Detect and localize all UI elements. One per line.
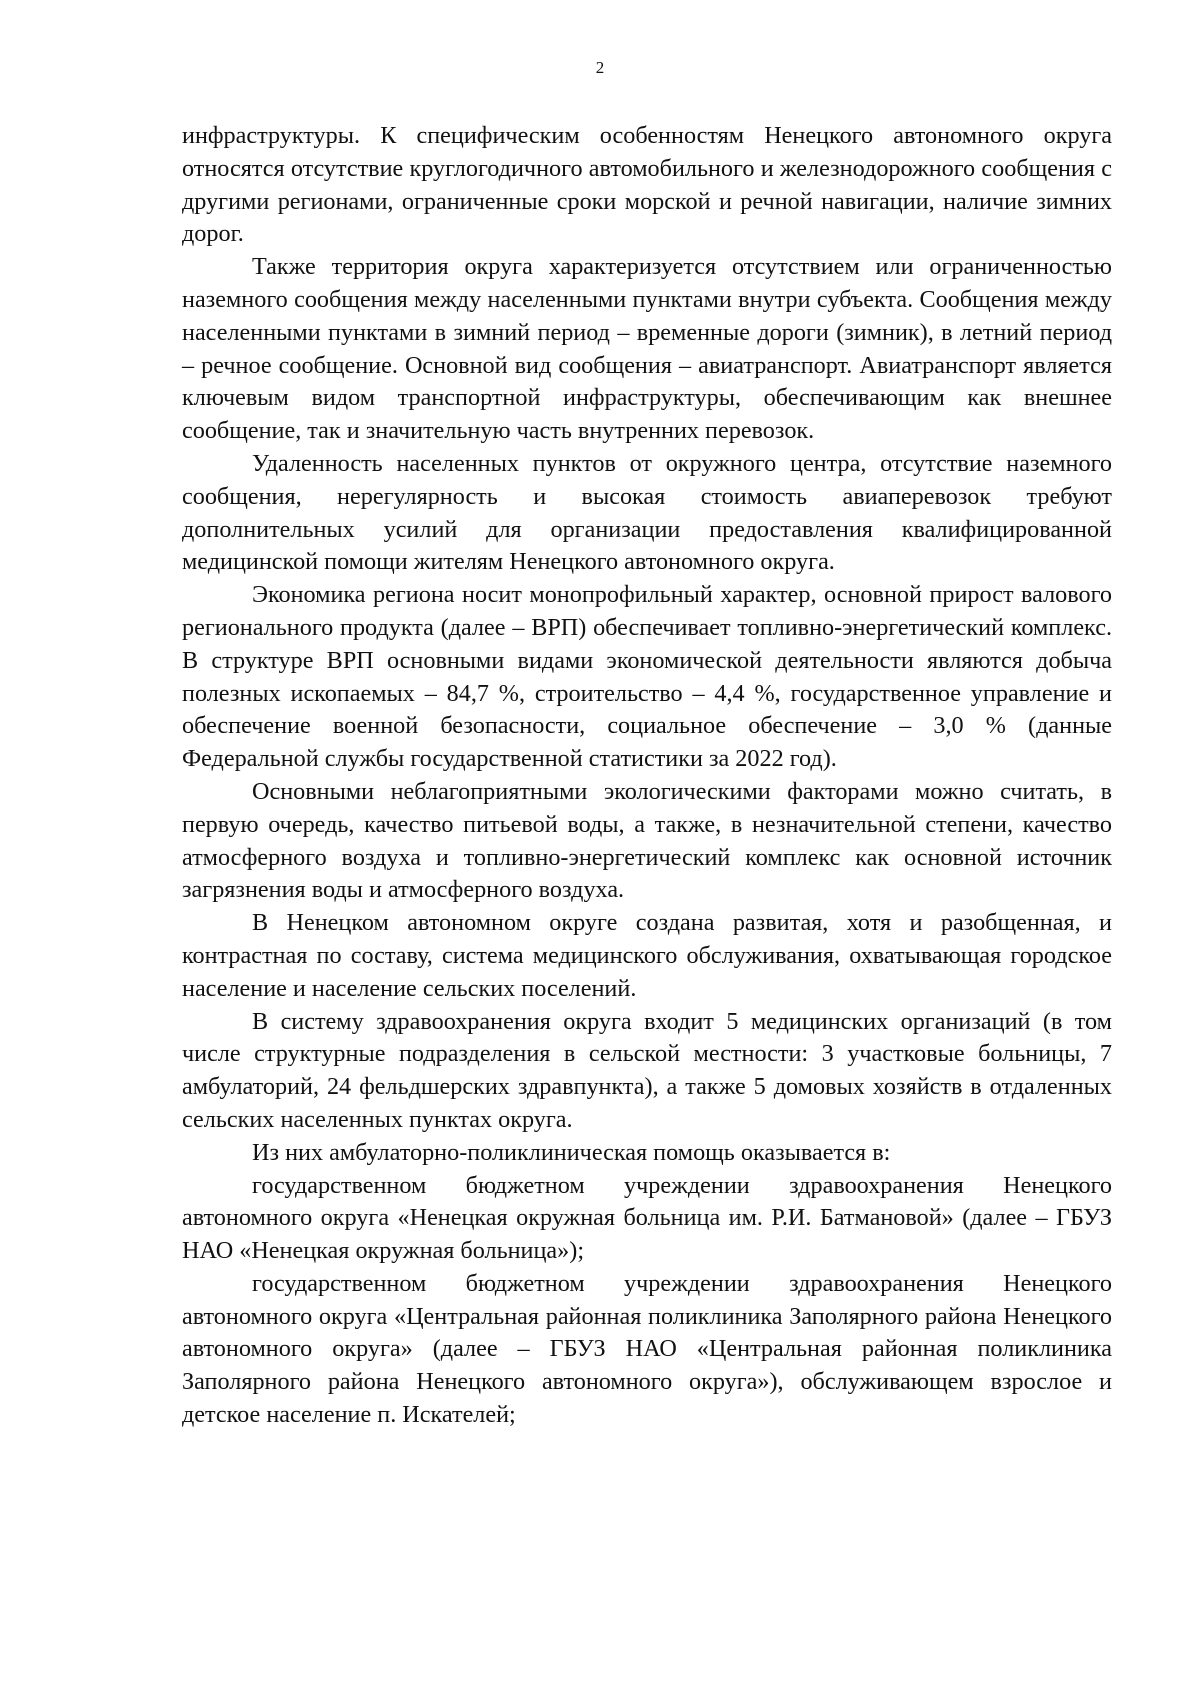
paragraph-6: В Ненецком автономном округе создана развитая, хотя и разобщенная, и контрастная по составу, система медицинского обслуживания, охватывающая городское население и население сельских поселений. — [182, 909, 1112, 1002]
paragraph-5: Основными неблагоприятными экологическими факторами можно считать, в первую очередь, качество питьевой воды, а также, в незначительной степени, качество атмосферного воздуха и топливно-энергетический комплекс как основной источник загрязнения воды и атмосферного воздуха. — [182, 777, 1112, 904]
page-number: 2 — [595, 58, 605, 77]
paragraph-7: В систему здравоохранения округа входит 5 медицинских организаций (в том числе структурные подразделения в сельской местности: 3 участковые больницы, 7 амбулаторий, 24 фельдшерских здравпункта), а также 5 домовых хозяйств в отдаленных сельских населенных пунктах округа. — [182, 1007, 1112, 1133]
paragraph-8: Из них амбулаторно-поликлиническая помощь оказывается в: — [252, 1138, 891, 1166]
document-body — [182, 120, 1112, 1432]
paragraph-2: Также территория округа характеризуется отсутствием или ограниченностью наземного сообщения между населенными пунктами внутри субъекта. Сообщения между населенными пунктами в зимний период – временные дороги (зимник), в летний период – речное сообщение. Основной вид сообщения – авиатранспорт. Авиатранспорт является ключевым видом транспортной инфраструктуры, обеспечивающим как внешнее сообщение, так и значительную часть внутренних перевозок. — [182, 253, 1112, 445]
paragraph-4: Экономика региона носит монопрофильный характер, основной прирост валового регионального продукта (далее – ВРП) обеспечивает топливно-энергетический комплекс. В структуре ВРП основными видами экономической деятельности являются добыча полезных ископаемых – 84,7 %, строительство – 4,4 %, государственное управление и обеспечение военной безопасности, социальное обеспечение – 3,0 % (данные Федеральной службы государственной статистики за 2022 год). — [182, 581, 1112, 773]
paragraph-9: государственном бюджетном учреждении здравоохранения Ненецкого автономного округа «Ненецкая окружная больница им. Р.И. Батмановой» (далее – ГБУЗ НАО «Ненецкая окружная больница»); — [182, 1171, 1112, 1265]
paragraph-3: Удаленность населенных пунктов от окружного центра, отсутствие наземного сообщения, нерегулярность и высокая стоимость авиаперевозок требуют дополнительных усилий для организации предоставления квалифицированной медицинской помощи жителям Ненецкого автономного округа. — [182, 449, 1112, 576]
paragraph-1: инфраструктуры. К специфическим особенностям Ненецкого автономного округа относятся отсутствие круглогодичного автомобильного и железнодорожного сообщения с другими регионами, ограниченные сроки морской и речной навигации, наличие зимних дорог. — [182, 122, 1112, 248]
paragraph-10: государственном бюджетном учреждении здравоохранения Ненецкого автономного округа «Центральная районная поликлиника Заполярного района Ненецкого автономного округа» (далее – ГБУЗ НАО «Центральная районная поликлиника Заполярного района Ненецкого автономного округа»), обслуживающем взрослое и детское население п. Искателей; — [182, 1269, 1112, 1429]
